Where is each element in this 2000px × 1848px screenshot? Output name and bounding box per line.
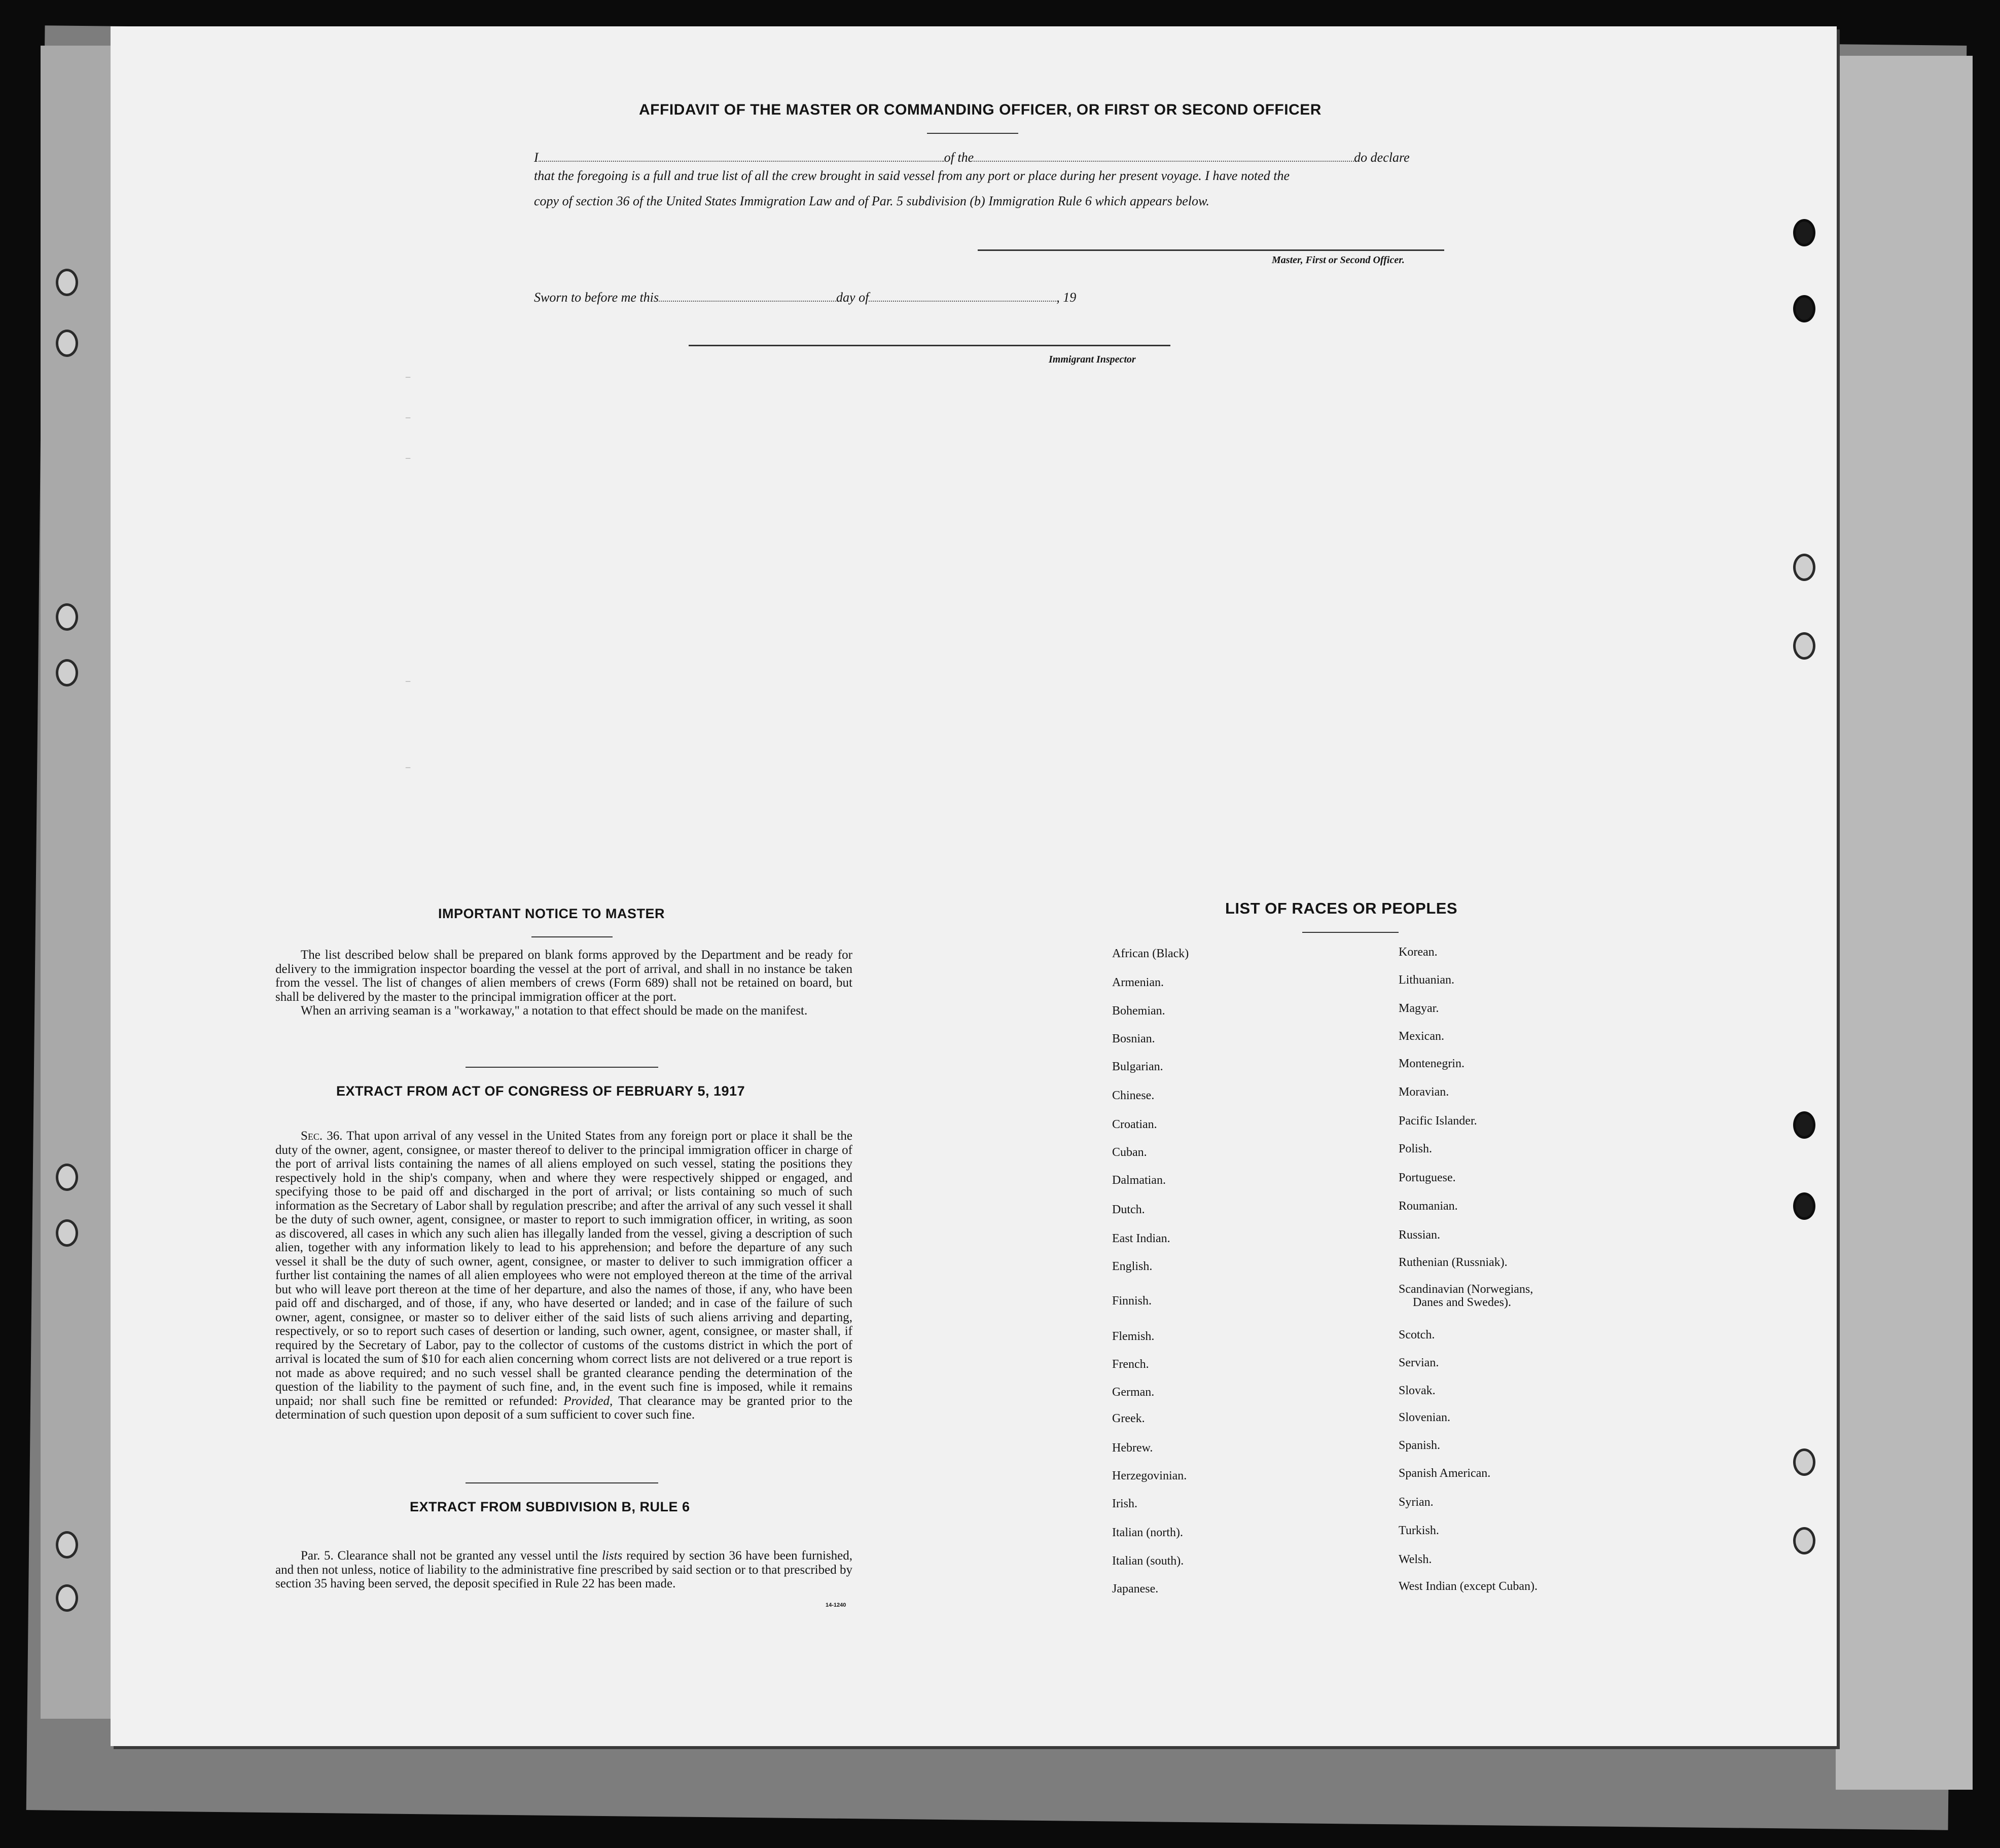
- race-item: Magyar.: [1399, 1002, 1439, 1015]
- race-item: Bohemian.: [1112, 1004, 1165, 1018]
- race-item: Irish.: [1112, 1497, 1137, 1510]
- race-item: Russian.: [1399, 1228, 1441, 1242]
- race-item: Portuguese.: [1399, 1171, 1456, 1184]
- binder-hole: [1793, 554, 1815, 581]
- affidavit-line-3: copy of section 36 of the United States Immigration Law and of Par. 5 subdivision (b) Immigration Rule 6 which appears below.: [534, 194, 1209, 208]
- inspector-signature-label: Immigrant Inspector: [1049, 354, 1136, 365]
- bleed-through-mark: –: [405, 412, 412, 424]
- paragraph-5-end: required by section 36 have been furnished, and then not unless, notice of liability to the administrative fine prescribed by said section or to that prescribed by section 35 having been served, the deposit specified in Rule 22 has been made.: [275, 1549, 853, 1590]
- race-item: Dutch.: [1112, 1203, 1145, 1216]
- race-item: Herzegovinian.: [1112, 1469, 1187, 1482]
- race-item: Scotch.: [1399, 1328, 1435, 1342]
- race-item: Welsh.: [1399, 1553, 1432, 1566]
- divider: [466, 1067, 658, 1068]
- binder-hole: [56, 603, 78, 631]
- race-item: Korean.: [1399, 946, 1438, 959]
- background-sheet-right-edge: [1836, 56, 1973, 1790]
- form-number: 14-1240: [826, 1602, 846, 1608]
- section-36-body: That upon arrival of any vessel in the United States from any foreign port or place it shall be the duty of the owner, agent, consignee, or master thereof to deliver to the principal immigration officer in charge of the port of arrival lists containing the names of all aliens employed on such vessel, stating the positions they respectively hold in the ship's company, when and where they were respectively shipped or engaged, and specifying those to be paid off and discharged in the port of arrival; or lists containing so much of such information as the Secretary of Labor shall by regulation prescribe; and after the arrival of any such vessel it shall be the duty of such owner, agent, consignee, or master to report to such immigration officer, in writing, as soon as discovered, all cases in which any such alien has illegally landed from the vessel, giving a description of such alien, together with any information likely to lead to his apprehension; and before the departure of any such vessel it shall be the duty of such owner, agent, consignee, or master to deliver to such immigration officer a further list containing the names of all alien employees who were not employed thereon at the time of the arrival but who will leave port thereon at the time of her departure, and also the names of those, if any, who have been paid off and discharged, and of those, if any, who have deserted or landed; and in case of the failure of such owner, agent, consignee, or master so to deliver either of the said lists of such aliens arriving and departing, respectively, or so to report such cases of desertion or landing, such owner, agent, consignee, or master shall, if required by the Secretary of Labor, pay to the collector of customs of the customs district in which the port of arrival is located the sum of $10 for each alien concerning whom correct lists are not delivered or a true report is not made as above required; and no such vessel shall be granted clearance pending the determination of the question of the liability to the payment of such fine, and, in the event such fine is imposed, while it remains unpaid; nor shall such fine be remitted or refunded:: [275, 1129, 852, 1408]
- race-item: Slovak.: [1399, 1384, 1436, 1397]
- vessel-name-field[interactable]: [974, 161, 1354, 162]
- affidavit-line-2: that the foregoing is a full and true list of all the crew brought in said vessel from any port or place during her present voyage. I have noted the: [534, 168, 1290, 183]
- divider: [466, 1482, 658, 1483]
- bleed-through-mark: –: [405, 675, 412, 688]
- binder-hole: [1793, 1111, 1815, 1139]
- race-item: Finnish.: [1112, 1294, 1152, 1308]
- binder-hole: [56, 330, 78, 357]
- bleed-through-mark: –: [405, 762, 412, 774]
- race-item: Japanese.: [1112, 1582, 1159, 1596]
- race-item: Flemish.: [1112, 1330, 1155, 1343]
- race-item: Turkish.: [1399, 1524, 1439, 1537]
- races-title: LIST OF RACES OR PEOPLES: [1225, 899, 1458, 917]
- binder-hole: [56, 1584, 78, 1612]
- race-item: French.: [1112, 1358, 1149, 1371]
- bleed-through-mark: –: [405, 371, 412, 384]
- declarant-name-field[interactable]: [539, 161, 944, 162]
- binder-hole: [1793, 632, 1815, 660]
- race-item: Slovenian.: [1399, 1411, 1450, 1424]
- binder-hole: [1793, 295, 1815, 322]
- race-item: Greek.: [1112, 1412, 1145, 1425]
- master-signature-line[interactable]: [978, 249, 1444, 251]
- extract-act-text: [275, 1129, 852, 1422]
- race-item: Armenian.: [1112, 976, 1164, 989]
- notice-paragraph-1: The list described below shall be prepared on blank forms approved by the Department and be ready for delivery to the immigration inspector boarding the vessel at the port of arrival, and shall in no instance be taken from the vessel. The list of changes of alien members of crews (Form 689) shall not be retained on board, but shall be delivered by the master to the principal immigration officer at the port.: [275, 948, 852, 1004]
- race-item: German.: [1112, 1386, 1155, 1399]
- sworn-prefix: Sworn to before me this: [534, 290, 659, 305]
- race-item: English.: [1112, 1260, 1153, 1273]
- sworn-day-field[interactable]: [659, 301, 836, 302]
- affidavit-declaration-line: [534, 150, 1410, 165]
- master-signature-label: Master, First or Second Officer.: [1272, 255, 1405, 266]
- affidavit-title: AFFIDAVIT OF THE MASTER OR COMMANDING OFFICER, OR FIRST OR SECOND OFFICER: [639, 101, 1322, 118]
- race-item: Montenegrin.: [1399, 1057, 1465, 1070]
- race-item: Italian (south).: [1112, 1554, 1184, 1568]
- race-item: Ruthenian (Russniak).: [1399, 1256, 1508, 1269]
- race-item: Mexican.: [1399, 1030, 1444, 1043]
- divider: [1302, 932, 1399, 933]
- extract-rule-title: EXTRACT FROM SUBDIVISION B, RULE 6: [410, 1499, 690, 1514]
- race-item: Polish.: [1399, 1142, 1433, 1155]
- race-item: African (Black): [1112, 947, 1189, 960]
- race-item: Syrian.: [1399, 1496, 1434, 1509]
- binder-hole: [56, 1219, 78, 1247]
- race-item: Bulgarian.: [1112, 1060, 1163, 1073]
- declarant-prefix: I: [534, 150, 539, 165]
- race-item: Servian.: [1399, 1356, 1439, 1369]
- race-item: Danes and Swedes).: [1413, 1296, 1511, 1309]
- race-item: Hebrew.: [1112, 1441, 1153, 1455]
- affidavit-form-page: [111, 26, 1837, 1746]
- race-item: West Indian (except Cuban).: [1399, 1580, 1538, 1593]
- binder-hole: [56, 1531, 78, 1559]
- sworn-line: [534, 290, 1076, 305]
- day-of-label: day of: [836, 290, 869, 305]
- background-sheet-left-edge: [41, 46, 117, 1719]
- vessel-prefix: of the: [944, 150, 974, 165]
- binder-hole: [56, 1164, 78, 1191]
- race-item: Chinese.: [1112, 1089, 1155, 1102]
- extract-rule-text: [275, 1549, 852, 1591]
- year-prefix: , 19: [1056, 290, 1077, 305]
- section-label: Sec. 36.: [301, 1129, 343, 1143]
- binder-hole: [1793, 219, 1815, 246]
- race-item: East Indian.: [1112, 1232, 1170, 1245]
- race-item: Italian (north).: [1112, 1526, 1183, 1539]
- race-item: Pacific Islander.: [1399, 1114, 1477, 1128]
- binder-hole: [56, 269, 78, 296]
- section-36-text: [275, 1129, 852, 1422]
- race-item: Bosnian.: [1112, 1032, 1155, 1045]
- notice-title: IMPORTANT NOTICE TO MASTER: [438, 906, 665, 921]
- notice-paragraph-2: When an arriving seaman is a "workaway," a notation to that effect should be made on the manifest.: [301, 1004, 808, 1018]
- section-36-proviso: That clearance may be granted prior to the determination of such question upon deposit of a sum sufficient to cover such fine.: [275, 1394, 853, 1422]
- declare-suffix: do declare: [1354, 150, 1410, 165]
- race-item: Spanish.: [1399, 1439, 1441, 1452]
- notice-text: [275, 948, 852, 1018]
- race-item: Moravian.: [1399, 1085, 1449, 1099]
- bleed-through-mark: –: [405, 452, 412, 465]
- race-item: Dalmatian.: [1112, 1174, 1166, 1187]
- provided-label: Provided,: [563, 1394, 613, 1408]
- divider: [927, 133, 1018, 134]
- race-item: Scandinavian (Norwegians,: [1399, 1283, 1533, 1296]
- paragraph-5-text: [275, 1549, 852, 1591]
- race-item: Cuban.: [1112, 1146, 1147, 1159]
- binder-hole: [1793, 1192, 1815, 1220]
- race-item: Lithuanian.: [1399, 973, 1454, 987]
- sworn-month-field[interactable]: [869, 301, 1056, 302]
- paragraph-5-start: Par. 5. Clearance shall not be granted any vessel until the: [301, 1549, 598, 1563]
- race-item: Roumanian.: [1399, 1200, 1458, 1213]
- binder-hole: [1793, 1527, 1815, 1554]
- binder-hole: [56, 659, 78, 686]
- extract-act-title: EXTRACT FROM ACT OF CONGRESS OF FEBRUARY 5, 1917: [336, 1083, 745, 1099]
- divider: [531, 936, 613, 937]
- race-item: Croatian.: [1112, 1118, 1157, 1131]
- inspector-signature-line[interactable]: [689, 345, 1170, 346]
- race-item: Spanish American.: [1399, 1467, 1491, 1480]
- binder-hole: [1793, 1448, 1815, 1476]
- lists-word: lists: [601, 1549, 623, 1563]
